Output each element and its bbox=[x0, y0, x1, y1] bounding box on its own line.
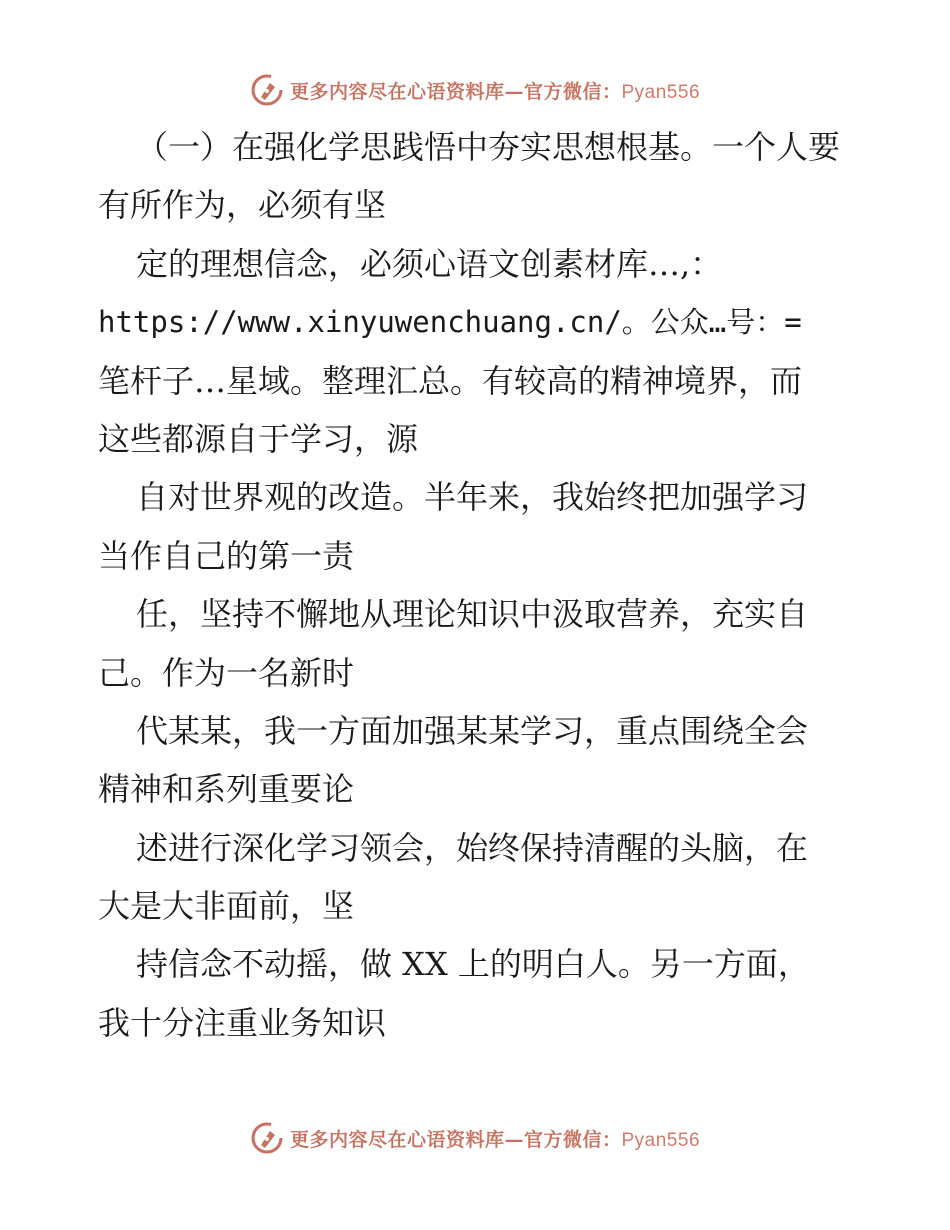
text-line: 代某某，我一方面加强某某学习，重点围绕全会 bbox=[136, 711, 809, 750]
pen-nib-logo-icon bbox=[250, 1121, 284, 1155]
text-line: 持信念不动摇，做 XX 上的明白人。另一方面， bbox=[136, 945, 810, 984]
banner-wechat-id: Pyan556 bbox=[621, 1129, 701, 1151]
header-banner bbox=[0, 70, 950, 110]
text-line: 这些都源自于学习，源 bbox=[98, 419, 419, 458]
text-line: 笔杆子…星域。整理汇总。有较高的精神境界，而 bbox=[98, 361, 803, 400]
text-line: 己。作为一名新时 bbox=[98, 653, 355, 692]
banner-text: 更多内容尽在心语资料库—官方微信：Pyan556 bbox=[289, 1128, 701, 1151]
banner-text: 更多内容尽在心语资料库—官方微信：Pyan556 bbox=[289, 80, 701, 103]
pen-nib-logo-icon bbox=[250, 73, 284, 107]
text-line: 大是大非面前，坚 bbox=[98, 887, 355, 926]
banner-wechat-id: Pyan556 bbox=[621, 81, 701, 103]
footer-banner bbox=[0, 1118, 950, 1158]
document-body bbox=[98, 118, 858, 1052]
text-line: 任，坚持不懈地从理论知识中汲取营养，充实自 bbox=[136, 595, 809, 634]
text-line: 有所作为，必须有坚 bbox=[98, 186, 387, 225]
text-line-url: https://www.xinyuwenchuang.cn/。公众…号：= bbox=[98, 305, 802, 340]
text-line: （一）在强化学思践悟中夯实思想根基。一个人要 bbox=[136, 128, 841, 166]
text-line: 自对世界观的改造。半年来，我始终把加强学习 bbox=[136, 478, 809, 517]
text-line: 精神和系列重要论 bbox=[98, 770, 355, 809]
text-line: 当作自己的第一责 bbox=[98, 536, 355, 575]
text-line: 定的理想信念，必须心语文创素材库…,： bbox=[136, 244, 723, 283]
text-line: 我十分注重业务知识 bbox=[98, 1003, 387, 1042]
text-line: 述进行深化学习领会，始终保持清醒的头脑，在 bbox=[136, 828, 809, 867]
